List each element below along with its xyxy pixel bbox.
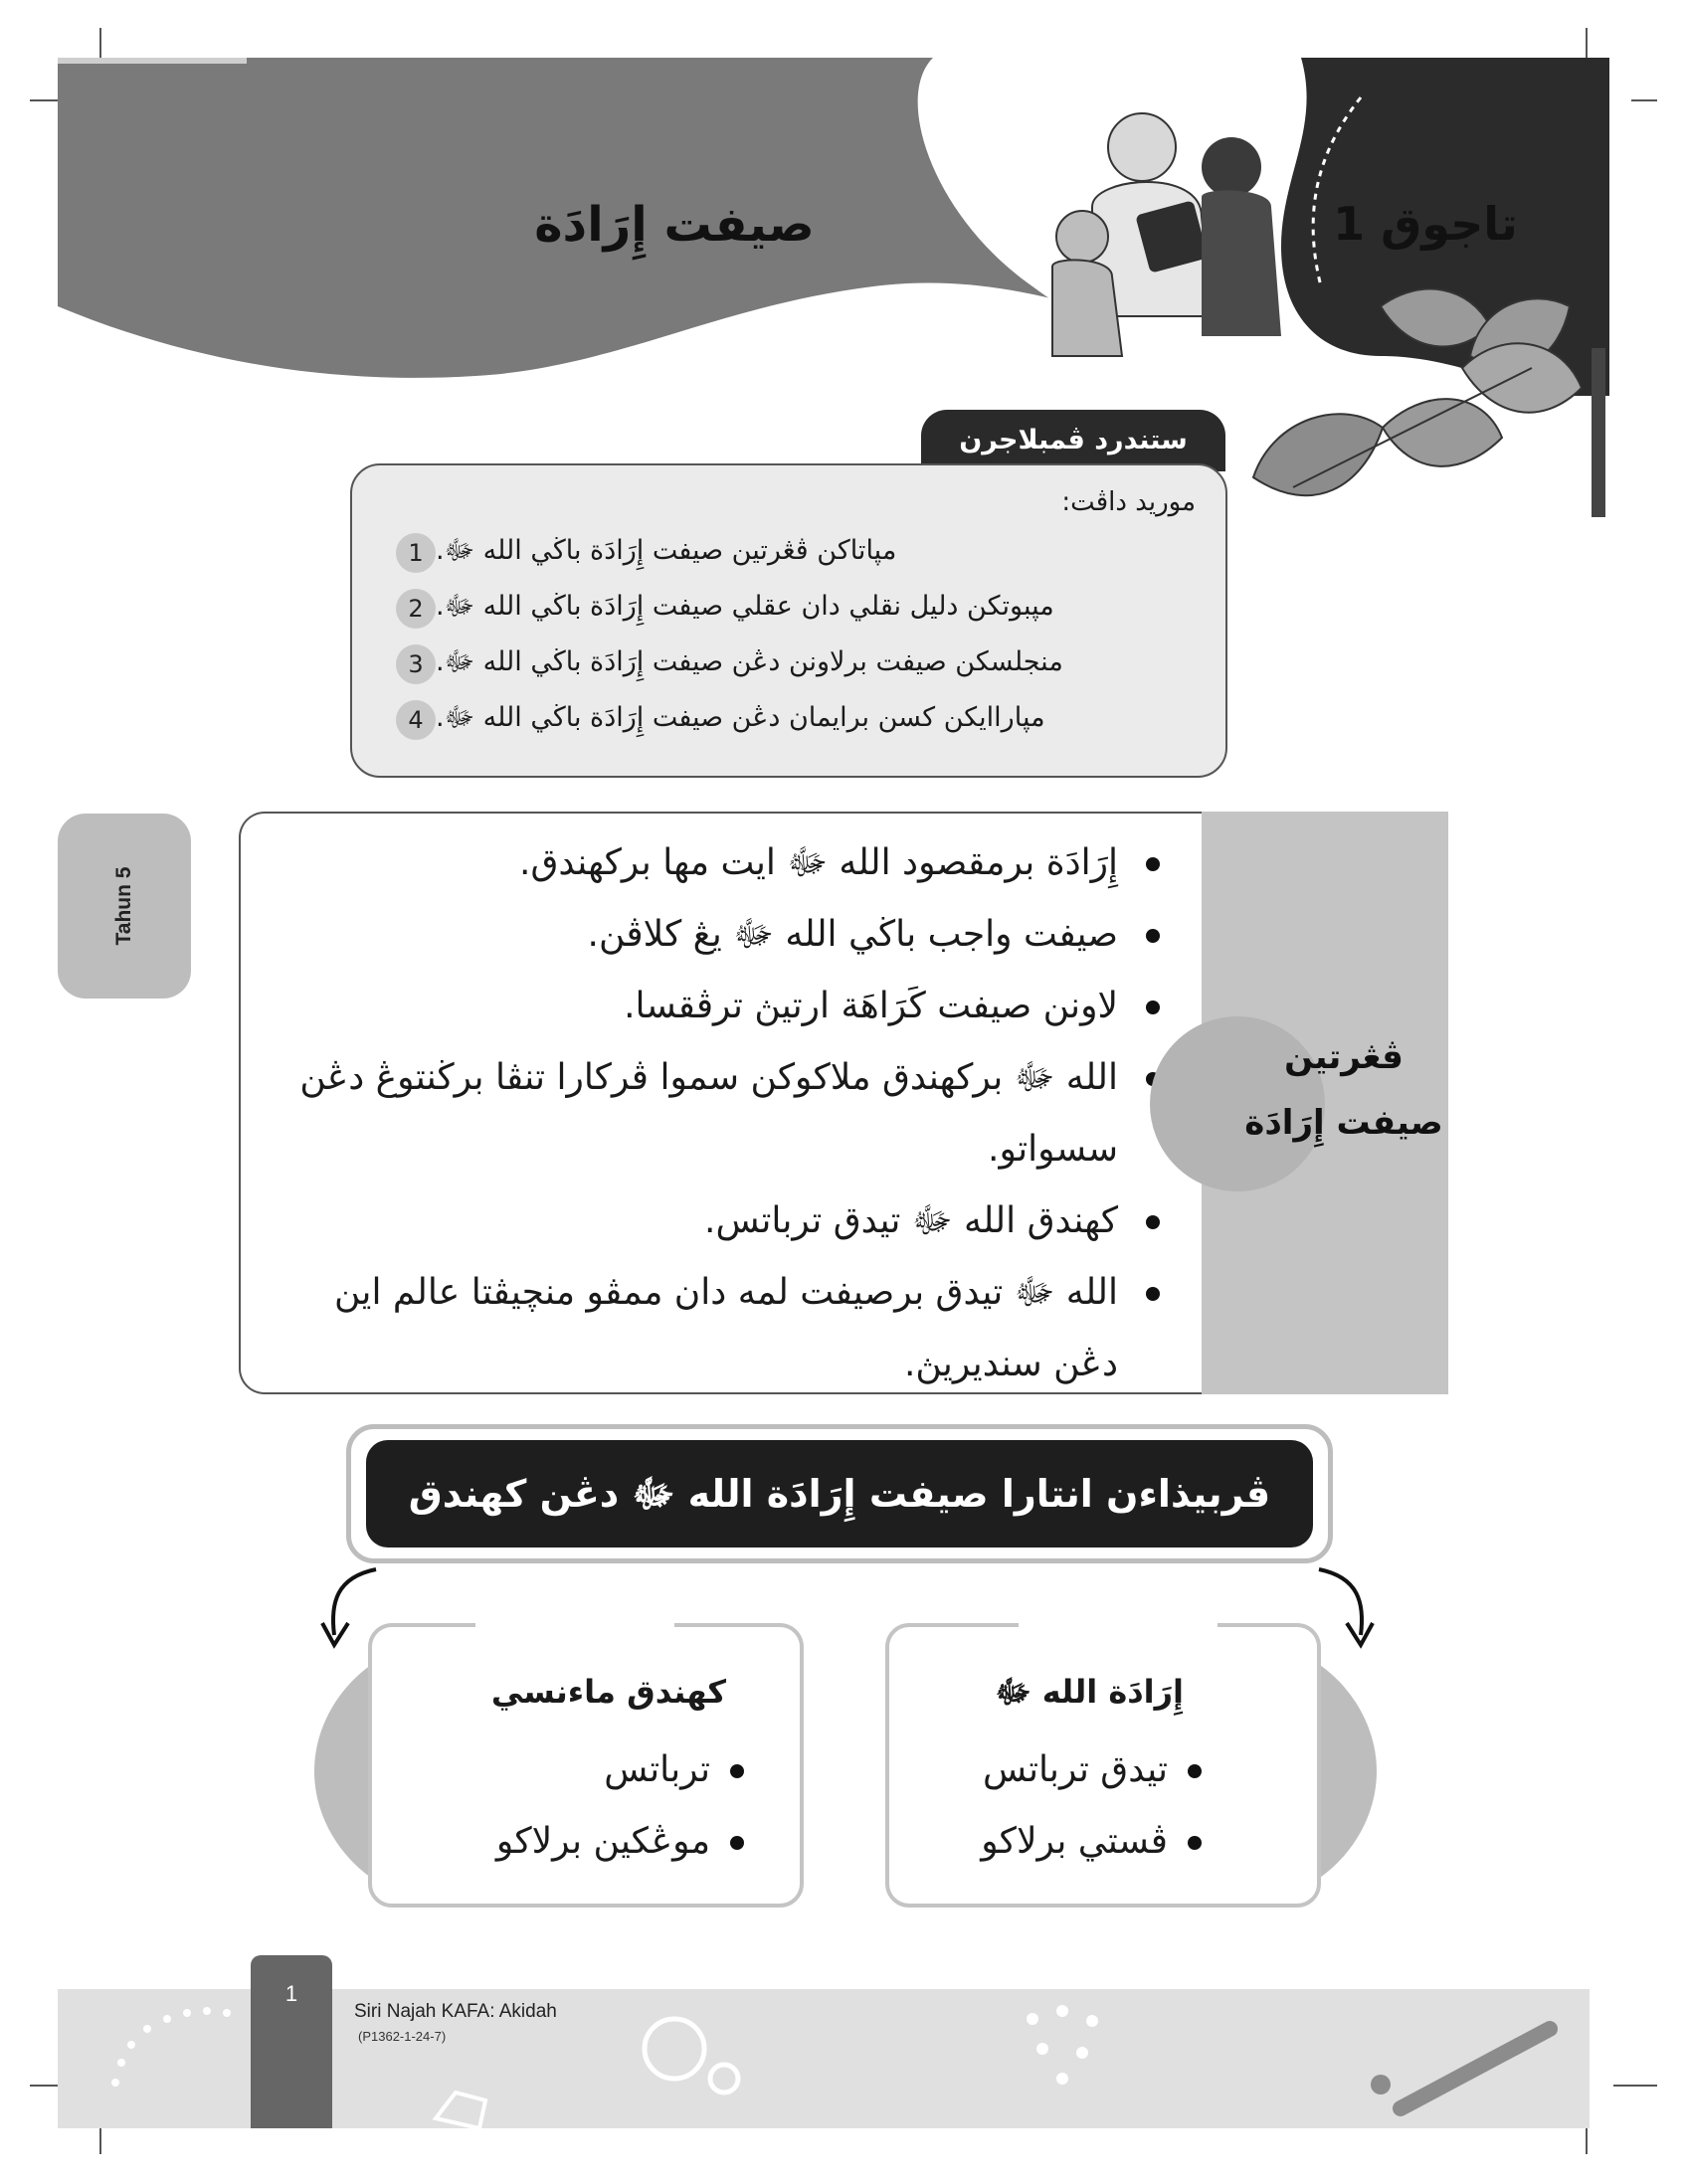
item-number: 4 — [396, 700, 436, 740]
divine-will-list — [895, 1734, 1204, 1878]
standard-text: مپبوتکن دليل نقلي دان عقلي صيفت إِرَادَة باڬي الله ﷻ. — [436, 591, 1054, 622]
concept-title-line2: صيفت إِرَادَة — [1244, 1103, 1443, 1143]
concept-point: صيفت واجب باڬي الله ﷻ يڠ کلاڤن. — [290, 899, 1166, 971]
item-number: 2 — [396, 589, 436, 629]
standard-text: مپاراايکن کسن برايمان دڠن صيفت إِرَادَة باڬي الله ﷻ. — [436, 702, 1045, 733]
item-number: 1 — [396, 533, 436, 573]
card-gap — [475, 1621, 674, 1629]
standard-item — [382, 533, 1196, 573]
standards-intro: موريد داڤت: — [1061, 487, 1196, 517]
crop-mark — [1613, 2085, 1657, 2087]
human-will-heading: کهندق ماءنسي — [490, 1673, 726, 1711]
concept-title-line1: ڤڠرتين — [1284, 1037, 1404, 1077]
standard-item — [382, 644, 1196, 684]
divine-will-item: تيدق ترباتس — [895, 1734, 1204, 1806]
comparison-title: ڤربيذاءن انتارا صيفت إِرَادَة الله ﷻ دڠن کهندق ماءنسي — [366, 1440, 1313, 1547]
concept-point: کهندق الله ﷻ تيدق ترباتس. — [290, 1185, 1166, 1257]
year-label: Tahun 5 — [112, 866, 135, 946]
divine-will-item: ڤستي برلاکو — [895, 1806, 1204, 1878]
standard-text: مپاتاکن ڤڠرتين صيفت إِرَادَة باڬي الله ﷻ. — [436, 535, 897, 566]
chapter-title: صيفت إِرَادَة — [534, 197, 815, 253]
concept-point: لاونن صيفت کَرَاهَة ارتيڽ ترڤقسا. — [290, 971, 1166, 1042]
human-will-item: موڠکين برلاکو — [438, 1806, 746, 1878]
human-will-item: ترباتس — [438, 1734, 746, 1806]
concept-point: الله ﷻ برکهندق ملاکوکن سموا ڤرکارا تنڤا برڬنتوڠ دڠن سسواتو. — [290, 1042, 1166, 1185]
unit-label: تاجوق 1 — [1333, 197, 1518, 251]
divine-will-heading: إِرَادَة الله ﷻ — [995, 1673, 1184, 1711]
standards-tab: ستندرد ڤمبلاجرن — [921, 410, 1225, 471]
standard-item — [382, 700, 1196, 740]
series-title: Siri Najah KAFA: Akidah — [354, 2001, 557, 2022]
standard-item — [382, 589, 1196, 629]
concept-title — [1239, 1024, 1448, 1156]
leaf-decoration — [1233, 328, 1611, 527]
series-code: (P1362-1-24-7) — [358, 2029, 447, 2044]
concept-point: الله ﷻ تيدق برصيفت لمه دان ممڤو منچيڤتا عالم اين دڠن سنديريڽ. — [290, 1257, 1166, 1400]
year-side-tab — [58, 814, 191, 999]
header-edge-bar — [1592, 348, 1605, 517]
concept-point: إِرَادَة برمقصود الله ﷻ ايت مها برکهندق. — [290, 827, 1166, 899]
human-will-list — [438, 1734, 746, 1878]
item-number: 3 — [396, 644, 436, 684]
standard-text: منجلسکن صيفت برلاونن دڠن صيفت إِرَادَة باڬي الله ﷻ. — [436, 646, 1063, 677]
card-gap — [1019, 1621, 1218, 1629]
concept-box — [239, 812, 1202, 1394]
standards-box — [350, 463, 1227, 778]
page-number: 1 — [284, 1981, 298, 2006]
concept-list — [290, 827, 1166, 1400]
